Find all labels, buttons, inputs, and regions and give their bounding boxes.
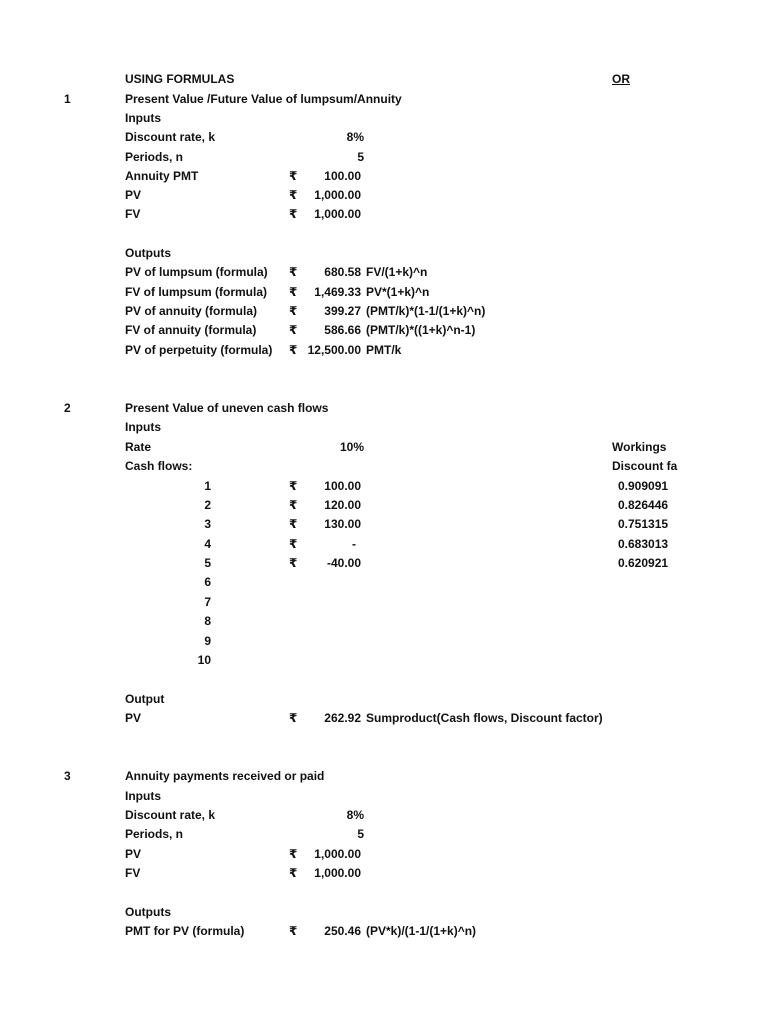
- cash-flow-value: 100.00: [324, 479, 361, 493]
- cash-flow-value: 120.00: [324, 498, 361, 512]
- section3-inputs-heading: [0, 787, 768, 806]
- rupee-symbol: ₹: [289, 188, 298, 202]
- input-value: 1,000.00: [314, 866, 361, 880]
- output-row: [0, 341, 768, 360]
- input-label: FV: [125, 207, 141, 221]
- discount-factor: 0.683013: [618, 537, 669, 551]
- cash-flow-row: [0, 651, 768, 670]
- pv-output-row: [0, 709, 768, 728]
- discount-factor-label: Discount fa: [612, 459, 678, 473]
- rate-row: [0, 438, 768, 457]
- period-number: 7: [204, 595, 211, 609]
- output-label: FV of annuity (formula): [125, 323, 257, 337]
- input-value: 1,000.00: [314, 207, 361, 221]
- input-label: Annuity PMT: [125, 169, 199, 183]
- input-row: [0, 148, 768, 167]
- discount-factor: 0.620921: [618, 556, 669, 570]
- period-number: 6: [204, 575, 211, 589]
- output-value: 680.58: [324, 265, 361, 279]
- inputs-heading: Inputs: [125, 789, 161, 803]
- output-value: 12,500.00: [307, 343, 361, 357]
- cash-flow-row: [0, 477, 768, 496]
- period-number: 2: [204, 498, 211, 512]
- pv-formula: Sumproduct(Cash flows, Discount factor): [366, 711, 603, 725]
- inputs-heading: Inputs: [125, 420, 161, 434]
- cash-flow-row: [0, 573, 768, 592]
- input-label: Discount rate, k: [125, 130, 216, 144]
- section-title: Annuity payments received or paid: [125, 769, 325, 783]
- output-value: 586.66: [324, 323, 361, 337]
- input-value: 1,000.00: [314, 847, 361, 861]
- cash-flows-heading-row: [0, 457, 768, 476]
- section1-title-row: [0, 90, 768, 109]
- inputs-heading: Inputs: [125, 111, 161, 125]
- output-formula: (PV*k)/(1-1/(1+k)^n): [366, 924, 477, 938]
- rupee-symbol: ₹: [289, 207, 298, 221]
- rupee-symbol: ₹: [289, 711, 298, 725]
- output-label: FV of lumpsum (formula): [125, 285, 267, 299]
- cash-flow-row: [0, 612, 768, 631]
- section2-inputs-heading: [0, 418, 768, 437]
- rupee-symbol: ₹: [289, 498, 298, 512]
- input-label: PV: [125, 188, 142, 202]
- section2-output-heading: [0, 690, 768, 709]
- output-label: PV of perpetuity (formula): [125, 343, 273, 357]
- output-formula: PV*(1+k)^n: [366, 285, 430, 299]
- input-value: 5: [357, 150, 364, 164]
- period-number: 10: [197, 653, 211, 667]
- cash-flows-label: Cash flows:: [125, 459, 193, 473]
- output-row: [0, 321, 768, 340]
- output-formula: (PMT/k)*((1+k)^n-1): [366, 323, 476, 337]
- pv-value: 262.92: [324, 711, 361, 725]
- input-row: [0, 806, 768, 825]
- page-title: USING FORMULAS: [125, 72, 235, 86]
- rupee-symbol: ₹: [289, 517, 298, 531]
- period-number: 4: [204, 537, 211, 551]
- output-formula: PMT/k: [366, 343, 402, 357]
- outputs-heading: Outputs: [125, 905, 171, 919]
- input-row: [0, 128, 768, 147]
- input-value: 5: [357, 827, 364, 841]
- rupee-symbol: ₹: [289, 479, 298, 493]
- output-label: PV of annuity (formula): [125, 304, 257, 318]
- output-value: 250.46: [324, 924, 361, 938]
- period-number: 3: [204, 517, 211, 531]
- section-number: 1: [64, 92, 71, 106]
- input-row: [0, 845, 768, 864]
- cash-flow-value: -: [352, 537, 356, 551]
- cash-flow-value: -40.00: [326, 556, 361, 570]
- section1-outputs-heading: [0, 244, 768, 263]
- header-row: [0, 70, 768, 89]
- cash-flow-row: [0, 554, 768, 573]
- outputs-heading: Outputs: [125, 246, 171, 260]
- input-label: Periods, n: [125, 150, 184, 164]
- output-value: 399.27: [324, 304, 361, 318]
- discount-factor: 0.751315: [618, 517, 669, 531]
- cash-flow-row: [0, 496, 768, 515]
- output-formula: (PMT/k)*(1-1/(1+k)^n): [366, 304, 486, 318]
- input-value: 100.00: [324, 169, 361, 183]
- or-label: OR: [612, 72, 630, 86]
- input-row: [0, 205, 768, 224]
- output-heading: Output: [125, 692, 165, 706]
- output-row: [0, 922, 768, 941]
- rate-value: 10%: [339, 440, 364, 454]
- output-label: PMT for PV (formula): [125, 924, 245, 938]
- rupee-symbol: ₹: [289, 265, 298, 279]
- input-value: 1,000.00: [314, 188, 361, 202]
- section-number: 2: [64, 401, 71, 415]
- rupee-symbol: ₹: [289, 323, 298, 337]
- cash-flow-row: [0, 593, 768, 612]
- input-row: [0, 167, 768, 186]
- cash-flow-value: 130.00: [324, 517, 361, 531]
- input-label: FV: [125, 866, 141, 880]
- output-value: 1,469.33: [314, 285, 361, 299]
- rupee-symbol: ₹: [289, 169, 298, 183]
- rupee-symbol: ₹: [289, 285, 298, 299]
- period-number: 8: [204, 614, 211, 628]
- workings-label: Workings: [612, 440, 667, 454]
- section2-title-row: [0, 399, 768, 418]
- rupee-symbol: ₹: [289, 343, 298, 357]
- section3-title-row: [0, 767, 768, 786]
- input-value: 8%: [346, 130, 364, 144]
- rupee-symbol: ₹: [289, 847, 298, 861]
- output-row: [0, 283, 768, 302]
- cash-flow-row: [0, 632, 768, 651]
- section1-inputs-heading: [0, 109, 768, 128]
- output-row: [0, 263, 768, 282]
- pv-label: PV: [125, 711, 142, 725]
- input-value: 8%: [346, 808, 364, 822]
- cash-flow-row: [0, 515, 768, 534]
- rupee-symbol: ₹: [289, 866, 298, 880]
- period-number: 9: [204, 634, 211, 648]
- discount-factor: 0.826446: [618, 498, 669, 512]
- rate-label: Rate: [125, 440, 152, 454]
- section3-outputs-heading: [0, 903, 768, 922]
- period-number: 5: [204, 556, 211, 570]
- output-row: [0, 302, 768, 321]
- input-row: [0, 864, 768, 883]
- rupee-symbol: ₹: [289, 537, 298, 551]
- rupee-symbol: ₹: [289, 924, 298, 938]
- input-label: Discount rate, k: [125, 808, 216, 822]
- section-title: Present Value of uneven cash flows: [125, 401, 329, 415]
- input-label: Periods, n: [125, 827, 184, 841]
- output-label: PV of lumpsum (formula): [125, 265, 268, 279]
- input-row: [0, 825, 768, 844]
- period-number: 1: [204, 479, 211, 493]
- input-row: [0, 186, 768, 205]
- rupee-symbol: ₹: [289, 556, 298, 570]
- input-label: PV: [125, 847, 142, 861]
- section-number: 3: [64, 769, 71, 783]
- discount-factor: 0.909091: [618, 479, 669, 493]
- rupee-symbol: ₹: [289, 304, 298, 318]
- section-title: Present Value /Future Value of lumpsum/Annuity: [125, 92, 402, 106]
- cash-flow-row: [0, 535, 768, 554]
- output-formula: FV/(1+k)^n: [366, 265, 428, 279]
